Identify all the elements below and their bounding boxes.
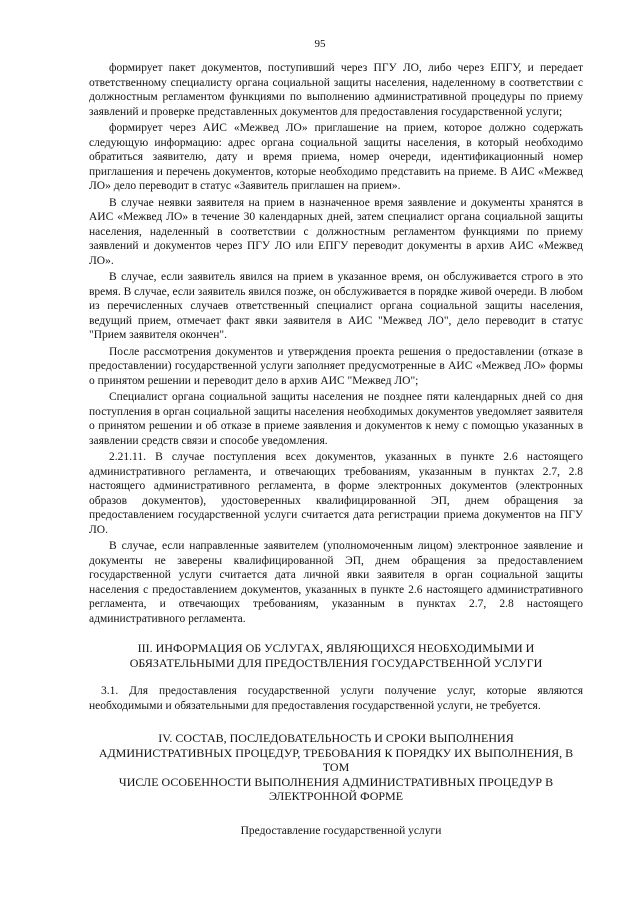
paragraph-2-21-11: 2.21.11. В случае поступления всех документов, указанных в пункте 2.6 настоящего административного регламента, и отвечающих требованиям, указанным в пунктах 2.7, 2.8 настоящего административного регламента, в форме электронных документов (электронных образов документов), удостоверенных квалифицированной ЭП, днем обращения за предоставлением государственной услуги считается дата регистрации приема документов на ПГУ ЛО. (89, 451, 583, 536)
paragraph-appointment: В случае, если заявитель явился на прием в указанное время, он обслуживается строго в это время. В случае, если заявитель явился позже, он обслуживается в порядке живой очереди. В любом из перечисленных случаев ответственный специалист органа социальной защиты населения, ведущий прием, отмечает факт явки заявителя в АИС "Межвед ЛО", дело переводит в статус "Прием заявителя окончен". (89, 271, 583, 341)
paragraph-unsigned-docs: В случае, если направленные заявителем (уполномоченным лицом) электронное заявление и документы не заверены квалифицированной ЭП, днем обращения за предоставлением государственной услуги считается дата личной явки заявителя в орган социальной защиты населения с предоставлением документов, указанных в пункте 2.6 настоящего административного регламента, и отвечающих требованиям, указанным в пунктах 2.7, 2.8 настоящего административного регламента. (89, 540, 583, 625)
paragraph-form-package: формирует пакет документов, поступивший через ПГУ ЛО, либо через ЕПГУ, и передает ответственному специалисту органа социальной защиты населения, наделенному в соответствии с должностным регламентом функциями по выполнению административной процедуры по приему заявлений и проверке представленных документов для предоставления государственной услуги; (89, 62, 583, 118)
section-4-heading-line3: ЧИСЛЕ ОСОБЕННОСТИ ВЫПОЛНЕНИЯ АДМИНИСТРАТИВНЫХ ПРОЦЕДУР В (118, 774, 554, 789)
section-4-heading-line4: ЭЛЕКТРОННОЙ ФОРМЕ (268, 789, 404, 803)
paragraph-3-1: 3.1. Для предоставления государственной услуги получение услуг, которые являются необходимыми и обязательными для предоставления государственной услуги, не требуется. (89, 685, 583, 712)
section-4-heading-line2: АДМИНИСТРАТИВНЫХ ПРОЦЕДУР, ТРЕБОВАНИЯ К ПОРЯДКУ ИХ ВЫПОЛНЕНИЯ, В ТОМ (98, 745, 574, 774)
paragraph-no-show: В случае неявки заявителя на прием в назначенное время заявление и документы хранятся в АИС «Межвед ЛО» в течение 30 календарных дней, затем специалист органа социальной защиты населения, наделенный в соответствии с должностным регламентом функциями по приему заявлений и документов через ПГУ ЛО или ЕПГУ переводит документы в архив АИС «Межвед ЛО». (89, 196, 583, 267)
section-3-heading (89, 641, 583, 670)
subsection-heading: Предоставление государственной услуги (240, 824, 442, 837)
paragraph-invitation: формирует через АИС «Межвед ЛО» приглашение на прием, которое должно содержать следующую информацию: адрес органа социальной защиты населения, в который необходимо обратиться заявителю, дату и время приема, номер очереди, идентификационный номер приглашения и перечень документов, которые необходимо представить на приеме. В АИС «Межвед ЛО» дело переводит в статус «Заявитель приглашен на прием». (89, 122, 583, 192)
document-body (89, 61, 583, 838)
paragraph-decision: После рассмотрения документов и утверждения проекта решения о предоставлении (отказе в предоставлении) государственной услуги заполняет предусмотренные в АИС «Межвед ЛО» формы о принятом решении и переводит дело в архив АИС "Межвед ЛО"; (89, 345, 583, 387)
section-4-heading (89, 731, 583, 804)
section-4-heading-line1: IV. СОСТАВ, ПОСЛЕДОВАТЕЛЬНОСТЬ И СРОКИ ВЫПОЛНЕНИЯ (158, 731, 514, 745)
section-3-heading-line2: ОБЯЗАТЕЛЬНЫМИ ДЛЯ ПРЕДОСТВЛЕНИЯ ГОСУДАРСТВЕННОЙ УСЛУГИ (129, 655, 543, 670)
paragraph-notification: Специалист органа социальной защиты населения не позднее пяти календарных дней со дня поступления в орган социальной защиты населения необходимых документов уведомляет заявителя о принятом решении и об отказе в приеме заявления и документов к нему с помощью указанных в заявлении средств связи и способе уведомления. (89, 391, 583, 447)
section-3-heading-line1: III. ИНФОРМАЦИЯ ОБ УСЛУГАХ, ЯВЛЯЮЩИХСЯ НЕОБХОДИМЫМИ И (137, 641, 535, 655)
page-number: 95 (314, 38, 326, 50)
